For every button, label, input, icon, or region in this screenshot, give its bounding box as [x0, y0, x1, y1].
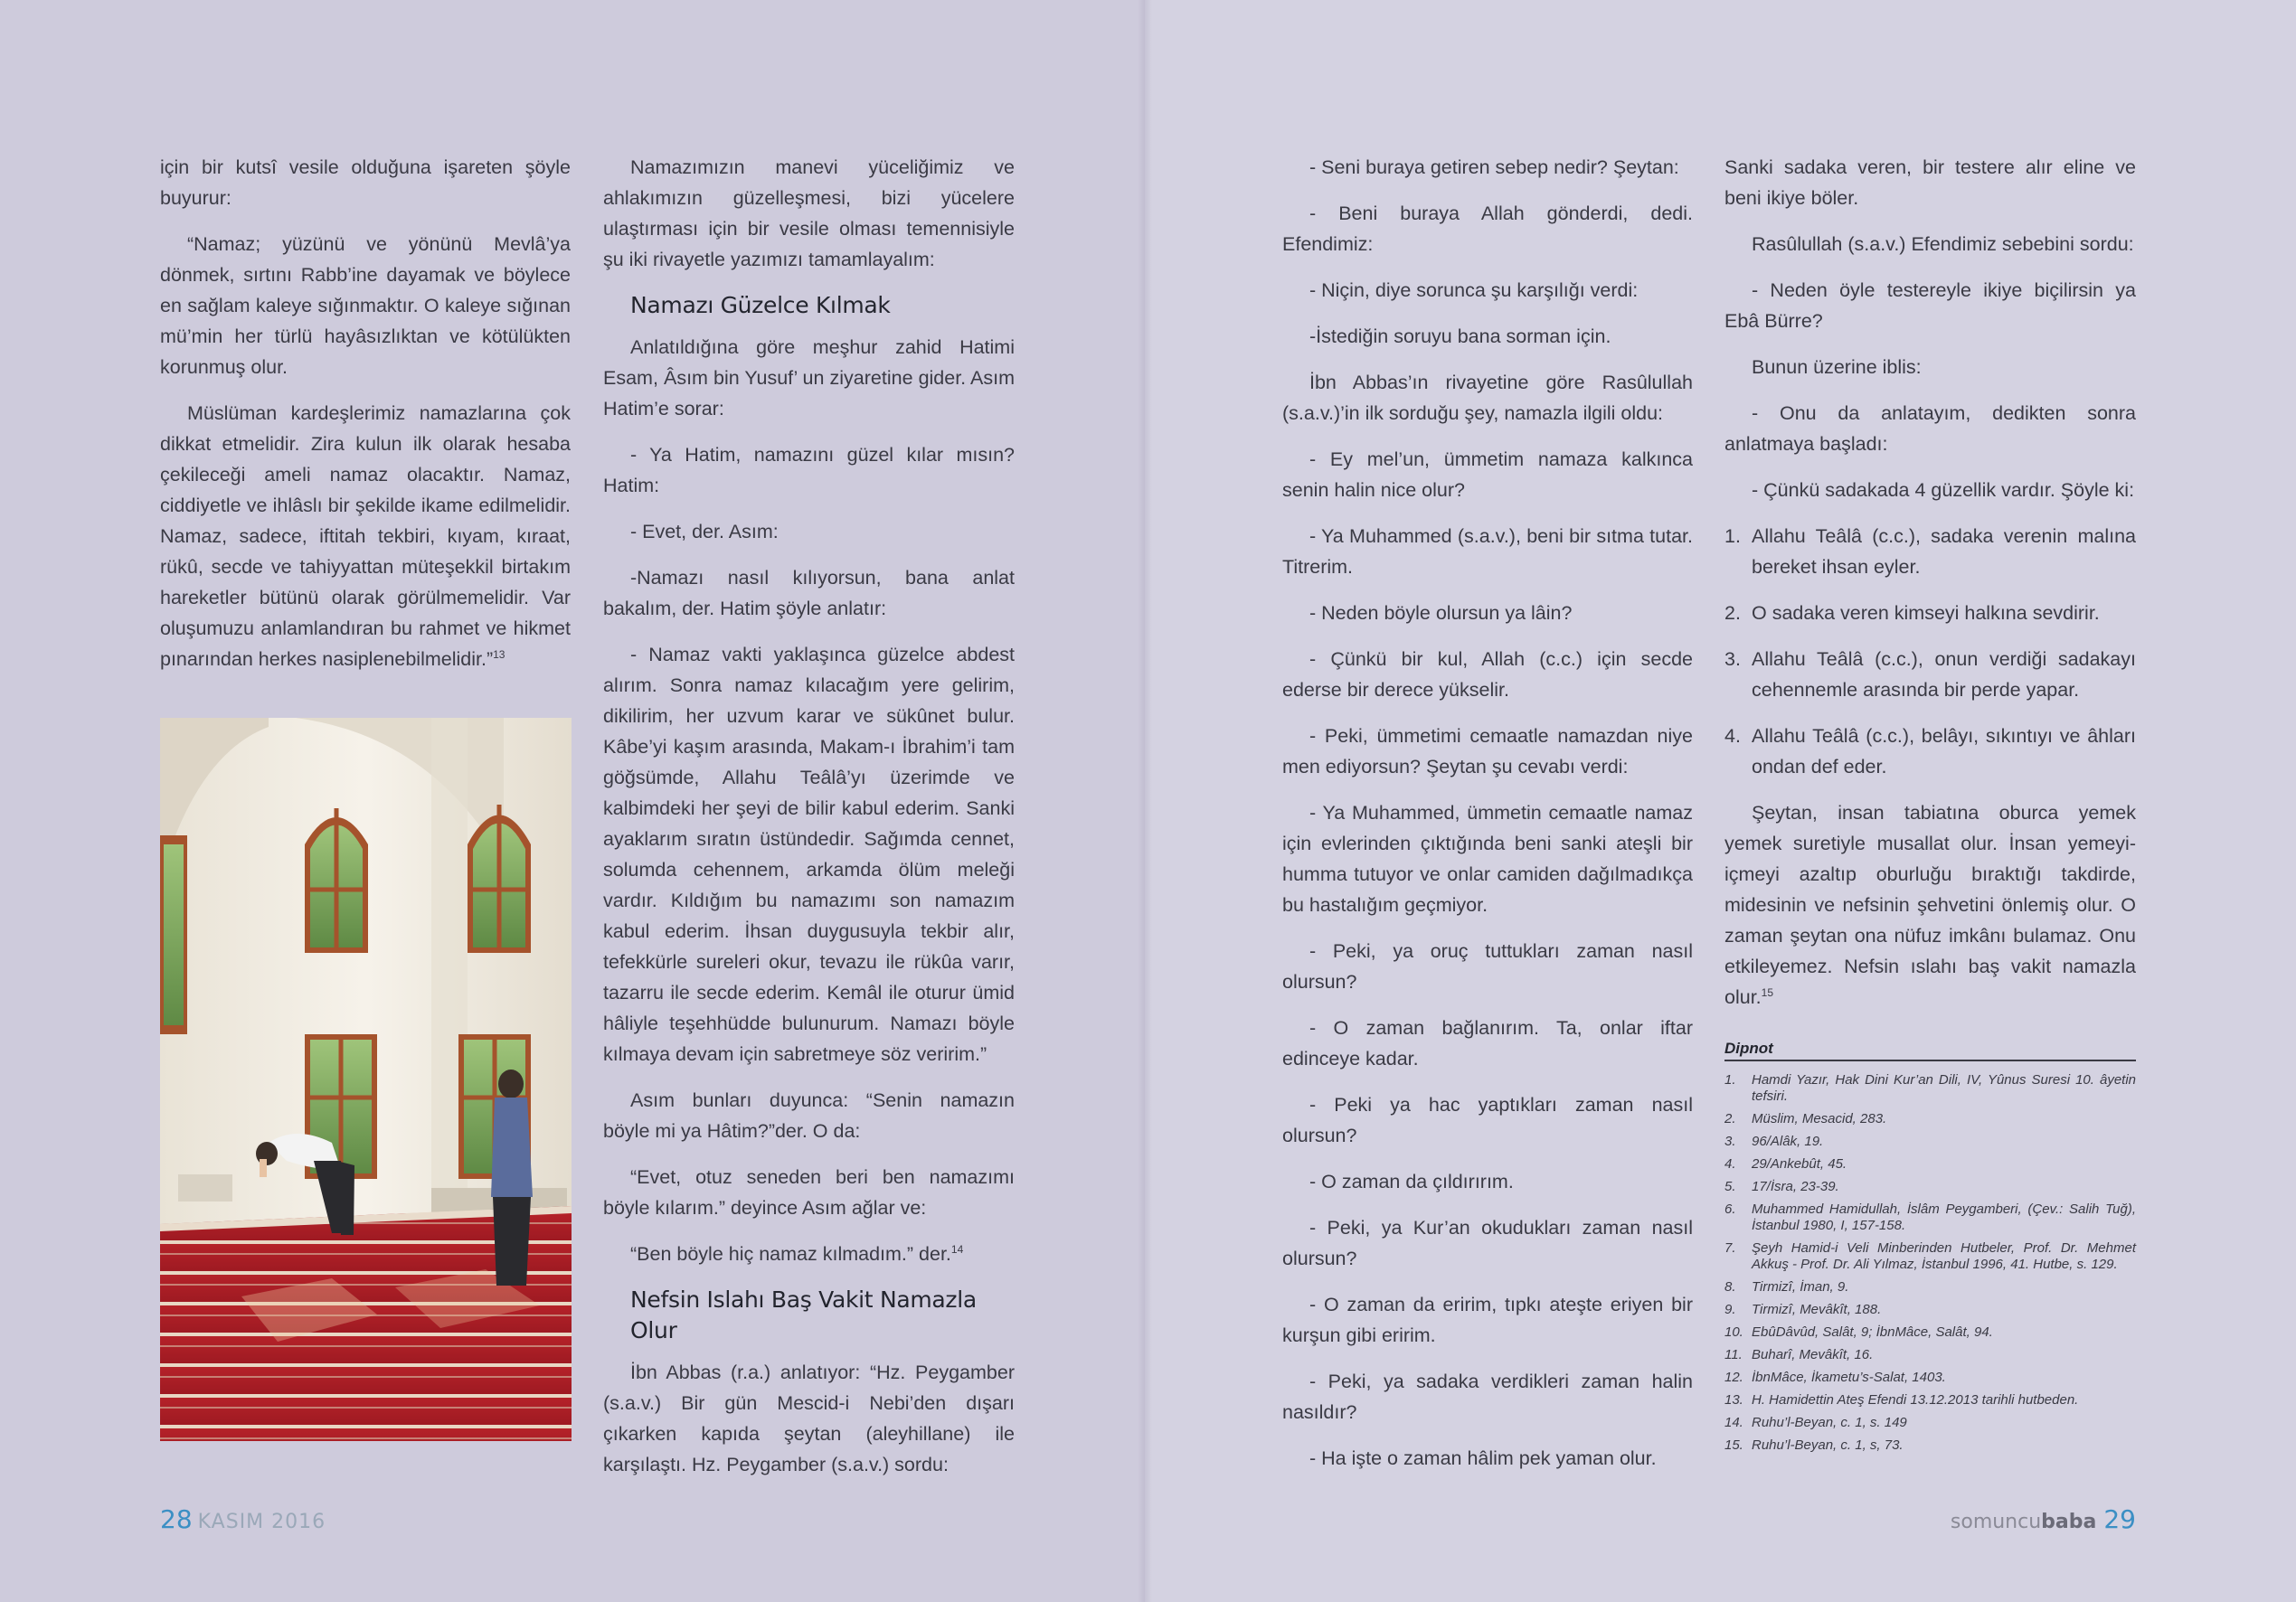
list-number: 1. — [1724, 525, 1741, 547]
paragraph: Bunun üzerine iblis: — [1752, 356, 1922, 378]
paragraph: için bir kutsî vesile olduğuna işareten şöyle buyurur: — [160, 156, 571, 209]
footnote-number: 15. — [1724, 1437, 1743, 1453]
footnote-text: Şeyh Hamid-i Veli Minberinden Hutbeler, Prof. Dr. Mehmet Akkuş - Prof. Dr. Ali Yılmaz, İstanbul 1996, 41. Hutbe, s. 129. — [1752, 1240, 2136, 1272]
footnote-item — [1724, 1240, 2136, 1273]
footnote-number: 12. — [1724, 1370, 1743, 1385]
footnote-text: Ruhu’l-Beyan, c. 1, s, 73. — [1752, 1437, 1904, 1453]
footnote-item — [1724, 1437, 2136, 1454]
quote-paragraph: “Namaz; yüzünü ve yönünü Mevlâ’ya dönmek, sırtını Rabb’ine dayamak ve böylece en sağlam kaleye sığınmaktır. O kaleye sığınan mü’min her türlü hayâsızlıktan ve kötülükten korunmuş olur. — [160, 233, 571, 378]
paragraph — [1724, 797, 2136, 1013]
magazine-logo — [1951, 1511, 2096, 1533]
footnote-number: 13. — [1724, 1392, 1743, 1408]
paragraph: - Ya Muhammed, ümmetin cemaatle namaz için evlerinden çıktığında beni sanki ateşli bir humma tutuyor ve onlar camiden dağılmadıkça bu hastalığım geçmiyor. — [1282, 802, 1693, 916]
footnote-text: Tirmizî, Mevâkît, 188. — [1752, 1302, 1882, 1317]
paragraph: - Niçin, diye sorunca şu karşılığı verdi: — [1309, 279, 1639, 301]
paragraph: - Neden öyle testereyle ikiye biçilirsin ya Ebâ Bürre? — [1724, 279, 2136, 332]
paragraph: - Ya Hatim, namazını güzel kılar mısın? Hatim: — [603, 444, 1015, 496]
paragraph: - Ya Muhammed (s.a.v.), beni bir sıtma tutar. Titrerim. — [1282, 525, 1693, 578]
paragraph: - Ha işte o zaman hâlim pek yaman olur. — [1309, 1447, 1657, 1469]
paragraph: - Neden böyle olursun ya lâin? — [1309, 602, 1573, 624]
list-number: 4. — [1724, 725, 1741, 747]
footnote-text: 96/Alâk, 19. — [1752, 1134, 1824, 1149]
column-3 — [1282, 152, 1693, 1489]
footnote-number: 7. — [1724, 1240, 1736, 1256]
footnote-item — [1724, 1134, 2136, 1150]
footnote-number: 5. — [1724, 1179, 1736, 1194]
logo-light-text: somuncu — [1950, 1511, 2042, 1533]
list-number: 3. — [1724, 648, 1741, 670]
paragraph: - Peki, ümmetimi cemaatle namazdan niye men ediyorsun? Şeytan şu cevabı verdi: — [1282, 725, 1693, 777]
paragraph: Asım bunları duyunca: “Senin namazın böyle mi ya Hâtim?”der. O da: — [603, 1089, 1015, 1142]
footnote-number: 11. — [1724, 1347, 1743, 1362]
page-number: 28 — [160, 1504, 193, 1534]
footnote-text: H. Hamidettin Ateş Efendi 13.12.2013 tarihli hutbeden. — [1752, 1392, 2079, 1408]
paragraph: - Onu da anlatayım, dedikten sonra anlatmaya başladı: — [1724, 402, 2136, 455]
list-item — [1724, 521, 2136, 582]
footnote-number: 1. — [1724, 1072, 1736, 1088]
list-item — [1724, 721, 2136, 782]
paragraph: - Namaz vakti yaklaşınca güzelce abdest alırım. Sonra namaz kılacağım yere gelirim, dikilirim, her uzvum karar ve sükûnet bulur. Kâbe’yi kaşım arasında, Makam-ı İbrahim’i tam göğsümde, Allahu Teâlâ’yı üzerimde ve kalbimdeki her şeyi de bilir kabul ederim. Sanki ayaklarım sıratın üstündedir. Sağımda cennet, solumda cehennem, arkamda ölüm meleği vardır. Kıldığım bu namazımı son namazım kabul ederim. İhsan duygusuyla tekbir alır, tefekkürle sureleri okur, tevazu ile rükûa varır, tazarru ile secde ederim. Kemâl ile oturur ümid hâliyle teşehhüdde bulunurum. Namazı böyle kılmaya devam için sabretmeye söz veririm.” — [603, 644, 1015, 1065]
footnote-number: 6. — [1724, 1202, 1736, 1217]
footnote-number: 2. — [1724, 1111, 1736, 1126]
list-text: Allahu Teâlâ (c.c.), sadaka verenin malına bereket ihsan eyler. — [1752, 525, 2136, 578]
paragraph: -İstediğin soruyu bana sorman için. — [1309, 325, 1611, 347]
column-4 — [1724, 152, 2136, 1460]
footnotes-list — [1724, 1072, 2136, 1454]
footnote-text: Buharî, Mevâkît, 16. — [1752, 1347, 1874, 1362]
paragraph-text: Müslüman kardeşlerimiz namazlarına çok dikkat etmelidir. Zira kulun ilk olarak hesaba çekileceği ameli namaz olacaktır. Namaz, ciddiyetle ve ihlâslı bir şekilde ikame edilmelidir. Namaz, sadece, iftitah tekbiri, kıyam, kıraat, rükû, secde ve tahiyyattan müteşekkil birtakım hareketler bütünü olarak görülmemelidir. Var oluşumuzu anlamlandıran bu rahmet ve hikmet pınarından herkes nasiplenebilmelidir.” — [160, 402, 571, 670]
list-text: Allahu Teâlâ (c.c.), onun verdiği sadakayı cehennemle arasında bir perde yapar. — [1752, 648, 2136, 701]
section-heading: Nefsin Islahı Baş Vakit Namazla Olur — [630, 1286, 977, 1343]
paragraph: - Çünkü sadakada 4 güzellik vardır. Şöyle ki: — [1752, 479, 2135, 501]
footnote-item — [1724, 1415, 2136, 1431]
footnote-item — [1724, 1370, 2136, 1386]
right-page-footer — [1951, 1504, 2136, 1534]
footnote-item — [1724, 1347, 2136, 1363]
footnote-item — [1724, 1302, 2136, 1318]
left-page-footer — [160, 1504, 326, 1534]
footnote-number: 8. — [1724, 1279, 1736, 1295]
footnote-item — [1724, 1111, 2136, 1127]
paragraph-text: Şeytan, insan tabiatına oburca yemek yemek suretiyle musallat olur. İnsan yemeyi-içmeyi azaltıp oburluğu bıraktığı takdirde, midesinin ve nefsinin şehvetini önlemiş olur. O zaman şeytan ona nüfuz imkânı bulamaz. Onu etkileyemez. Nefsin ıslahı baş vakit namazla olur. — [1724, 802, 2136, 1008]
footnote-item — [1724, 1202, 2136, 1234]
footnote-item — [1724, 1279, 2136, 1296]
page-number: 29 — [2103, 1504, 2136, 1534]
footnote-text: EbûDâvûd, Salât, 9; İbnMâce, Salât, 94. — [1752, 1324, 1993, 1340]
footnote-item — [1724, 1156, 2136, 1173]
benefits-list — [1724, 521, 2136, 782]
footnote-text: Hamdi Yazır, Hak Dini Kur’an Dili, IV, Yûnus Suresi 10. âyetin tefsiri. — [1752, 1072, 2136, 1104]
paragraph: - O zaman da çıldırırım. — [1309, 1171, 1514, 1192]
list-item — [1724, 644, 2136, 705]
paragraph: - O zaman da eririm, tıpkı ateşte eriyen bir kurşun gibi eririm. — [1282, 1294, 1693, 1346]
paragraph: İbn Abbas (r.a.) anlatıyor: “Hz. Peygamber (s.a.v.) Bir gün Mescid-i Nebi’den dışarı çıkarken kapıda şeytan (aleyhillane) ile karşılaştı. Hz. Peygamber (s.a.v.) sordu: — [603, 1362, 1015, 1475]
issue-date: KASIM 2016 — [197, 1511, 326, 1533]
paragraph: - Peki ya hac yaptıkları zaman nasıl olursun? — [1282, 1094, 1693, 1146]
mosque-prayer-photo — [160, 718, 572, 1441]
column-2 — [603, 152, 1015, 1495]
list-text: Allahu Teâlâ (c.c.), belâyı, sıkıntıyı ve âhları ondan def eder. — [1752, 725, 2136, 777]
paragraph: - Ey mel’un, ümmetim namaza kalkınca senin halin nice olur? — [1282, 448, 1693, 501]
footnote-number: 10. — [1724, 1324, 1743, 1340]
footnote-number: 4. — [1724, 1156, 1736, 1172]
page-gutter — [1138, 0, 1152, 1602]
footnote-item — [1724, 1072, 2136, 1105]
footnote-item — [1724, 1179, 2136, 1195]
paragraph: Namazımızın manevi yüceliğimiz ve ahlakımızın güzelleşmesi, bizi yücelere ulaştırması için bir vesile olması temennisiyle şu iki rivayetle yazımızı tamamlayalım: — [603, 156, 1015, 270]
paragraph — [160, 398, 571, 674]
footnote-item — [1724, 1392, 2136, 1409]
footnote-text: Muhammed Hamidullah, İslâm Peygamberi, (Çev.: Salih Tuğ), İstanbul 1980, I, 157-158. — [1752, 1202, 2136, 1233]
footnote-number: 9. — [1724, 1302, 1736, 1317]
footnotes-title: Dipnot — [1724, 1038, 2136, 1061]
footnote-text: İbnMâce, İkametu’s-Salat, 1403. — [1752, 1370, 1946, 1385]
paragraph: Rasûlullah (s.a.v.) Efendimiz sebebini sordu: — [1752, 233, 2134, 255]
paragraph: “Evet, otuz seneden beri ben namazımı böyle kılarım.” deyince Asım ağlar ve: — [603, 1166, 1015, 1219]
paragraph: -Namazı nasıl kılıyorsun, bana anlat bakalım, der. Hatim şöyle anlatır: — [603, 567, 1015, 619]
paragraph-text: “Ben böyle hiç namaz kılmadım.” der. — [630, 1243, 951, 1265]
paragraph: - Peki, ya Kur’an okudukları zaman nasıl olursun? — [1282, 1217, 1693, 1269]
list-text: O sadaka veren kimseyi halkına sevdirir. — [1752, 602, 2100, 624]
footnote-ref: 15 — [1761, 985, 1773, 999]
list-number: 2. — [1724, 602, 1741, 624]
column-1 — [160, 152, 571, 690]
paragraph: - Beni buraya Allah gönderdi, dedi. Efendimiz: — [1282, 203, 1693, 255]
paragraph: - O zaman bağlanırım. Ta, onlar iftar edinceye kadar. — [1282, 1017, 1693, 1070]
footnote-number: 3. — [1724, 1134, 1736, 1149]
paragraph: - Peki, ya oruç tuttukları zaman nasıl olursun? — [1282, 940, 1693, 993]
paragraph: Sanki sadaka veren, bir testere alır eline ve beni ikiye böler. — [1724, 156, 2136, 209]
paragraph: Anlatıldığına göre meşhur zahid Hatimi Esam, Âsım bin Yusuf’ un ziyaretine gider. Asım Hatim’e sorar: — [603, 336, 1015, 419]
paragraph: - Evet, der. Asım: — [630, 521, 779, 542]
footnote-text: Ruhu’l-Beyan, c. 1, s. 149 — [1752, 1415, 1907, 1430]
paragraph: - Seni buraya getiren sebep nedir? Şeytan: — [1309, 156, 1679, 178]
paragraph: - Peki, ya sadaka verdikleri zaman halin nasıldır? — [1282, 1371, 1693, 1423]
footnote-text: Tirmizî, İman, 9. — [1752, 1279, 1849, 1295]
paragraph — [603, 1239, 1015, 1269]
footnote-text: 17/İsra, 23-39. — [1752, 1179, 1839, 1194]
footnote-item — [1724, 1324, 2136, 1341]
list-item — [1724, 598, 2136, 628]
footnote-text: Müslim, Mesacid, 283. — [1752, 1111, 1887, 1126]
footnote-text: 29/Ankebût, 45. — [1752, 1156, 1847, 1172]
footnote-ref: 13 — [493, 647, 505, 661]
logo-bold-text: baba — [2041, 1511, 2097, 1533]
section-heading: Namazı Güzelce Kılmak — [630, 292, 891, 318]
paragraph: - Çünkü bir kul, Allah (c.c.) için secde ederse bir derece yükselir. — [1282, 648, 1693, 701]
footnote-ref: 14 — [950, 1242, 964, 1256]
footnote-number: 14. — [1724, 1415, 1743, 1430]
paragraph: İbn Abbas’ın rivayetine göre Rasûlullah (s.a.v.)’in ilk sorduğu şey, namazla ilgili oldu: — [1282, 372, 1693, 424]
